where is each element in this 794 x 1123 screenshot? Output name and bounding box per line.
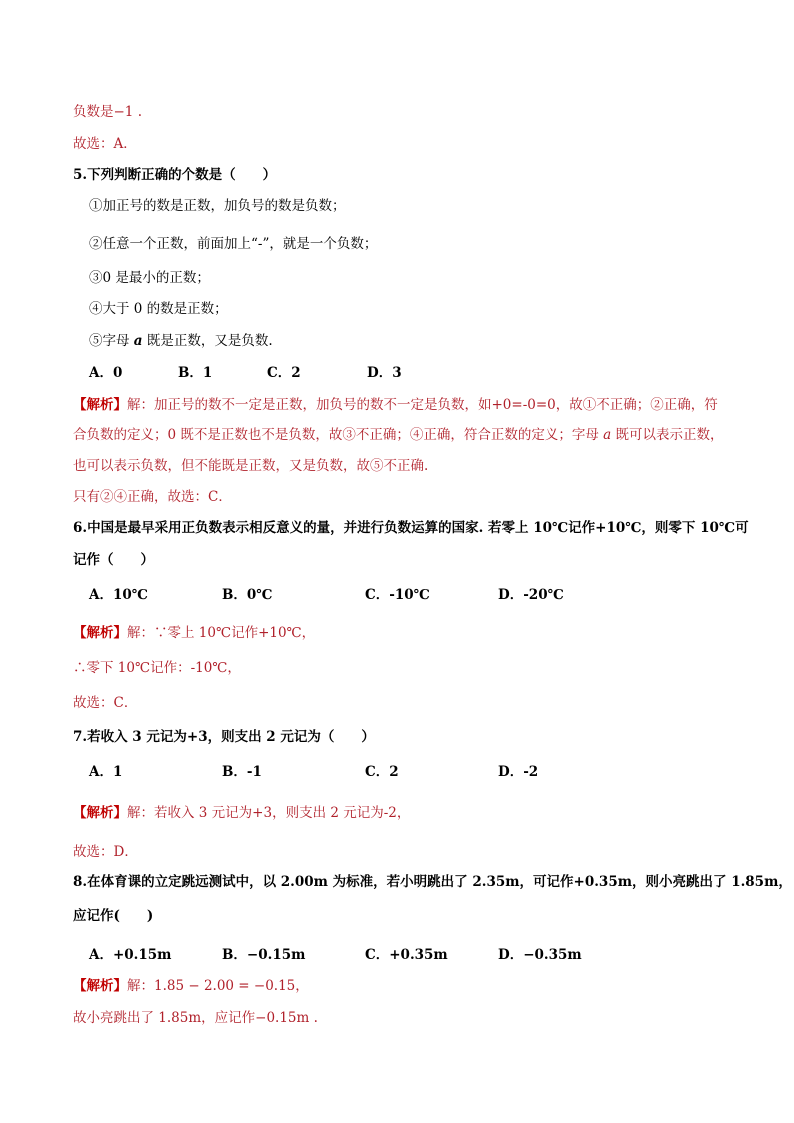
solution-5-line — [73, 395, 718, 415]
solution-6-line: 故选：C． — [73, 695, 138, 711]
question-8-option-d: D．−0.35m — [498, 947, 582, 963]
solution-8-line: 故小亮跳出了 1.85m，应记作−0.15m . — [73, 1010, 318, 1026]
question-5-statement: ②任意一个正数，前面加上“-”，就是一个负数； — [89, 236, 378, 252]
analysis-tag: 【解析】 — [73, 625, 127, 641]
question-6-option-d: D．-20℃ — [498, 587, 564, 603]
question-7-stem: 7.若收入 3 元记为+3，则支出 2 元记为（ ） — [73, 729, 375, 745]
solution-5-line: 也可以表示负数，但不能既是正数，又是负数，故⑤不正确. — [73, 458, 429, 474]
question-6-stem: 6.中国是最早采用正负数表示相反意义的量，并进行负数运算的国家. 若零上 10℃记作+10℃，则零下 10℃可 — [73, 520, 749, 536]
solution-6-line — [73, 623, 315, 643]
question-7-option-b: B．-1 — [222, 764, 262, 780]
question-5-option-b: B．1 — [178, 365, 213, 381]
text-part: 解：加正号的数不一定是正数，加负号的数不一定是负数，如+0=-0=0，故①不正确；②正确，符 — [127, 397, 718, 413]
question-8-stem: 应记作( ) — [73, 908, 154, 924]
analysis-tag: 【解析】 — [73, 397, 127, 413]
question-5-option-a: A．0 — [89, 365, 123, 381]
analysis-tag: 【解析】 — [73, 805, 127, 821]
solution-8-line — [73, 976, 309, 996]
answer-line: 负数是−1 . — [73, 104, 142, 120]
analysis-tag: 【解析】 — [73, 978, 127, 994]
solution-5-line — [73, 425, 724, 445]
question-5-statement: ①加正号的数是正数，加负号的数是负数； — [89, 198, 346, 214]
text-part: ⑤字母 — [89, 333, 134, 349]
question-6-option-b: B．0℃ — [222, 587, 273, 603]
question-7-option-d: D．-2 — [498, 764, 539, 780]
text-part: 合负数的定义；0 既不是正数也不是负数，故③不正确；④正确，符合正数的定义；字母 — [73, 427, 604, 443]
solution-5-line: 只有②④正确，故选：C． — [73, 489, 232, 505]
solution-7-line: 故选：D． — [73, 844, 138, 860]
answer-line: 故选：A． — [73, 136, 137, 152]
question-8-option-b: B．−0.15m — [222, 947, 306, 963]
question-8-option-a: A．+0.15m — [89, 947, 172, 963]
text-part: 既是正数，又是负数. — [142, 333, 273, 349]
text-part: 解：若收入 3 元记为+3，则支出 2 元记为-2， — [127, 805, 411, 821]
question-6-stem: 记作（ ） — [73, 552, 154, 568]
question-5-statement: ④大于 0 的数是正数； — [89, 301, 228, 317]
question-7-option-a: A．1 — [89, 764, 123, 780]
variable-a: a — [603, 427, 612, 443]
solution-6-line: ∴零下 10℃记作：-10℃， — [73, 660, 241, 676]
text-part: 解：1.85 − 2.00 = −0.15， — [127, 978, 309, 994]
question-5-stem: 5.下列判断正确的个数是（ ） — [73, 167, 277, 183]
question-8-stem: 8.在体育课的立定跳远测试中，以 2.00m 为标准，若小明跳出了 2.35m，可记作+0.35m，则小亮跳出了 1.85m， — [73, 874, 792, 890]
question-8-option-c: C．+0.35m — [365, 947, 448, 963]
text-part: 既可以表示正数， — [611, 427, 724, 443]
text-part: 解：∵零上 10℃记作+10℃， — [127, 625, 316, 641]
solution-7-line — [73, 803, 410, 823]
variable-a: a — [133, 333, 143, 349]
question-5-option-d: D．3 — [367, 365, 402, 381]
question-5-option-c: C．2 — [267, 365, 301, 381]
question-7-option-c: C．2 — [365, 764, 399, 780]
question-6-option-c: C．-10℃ — [365, 587, 430, 603]
question-5-statement: ③0 是最小的正数； — [89, 270, 210, 286]
question-6-option-a: A．10℃ — [89, 587, 148, 603]
question-5-statement — [89, 331, 273, 351]
